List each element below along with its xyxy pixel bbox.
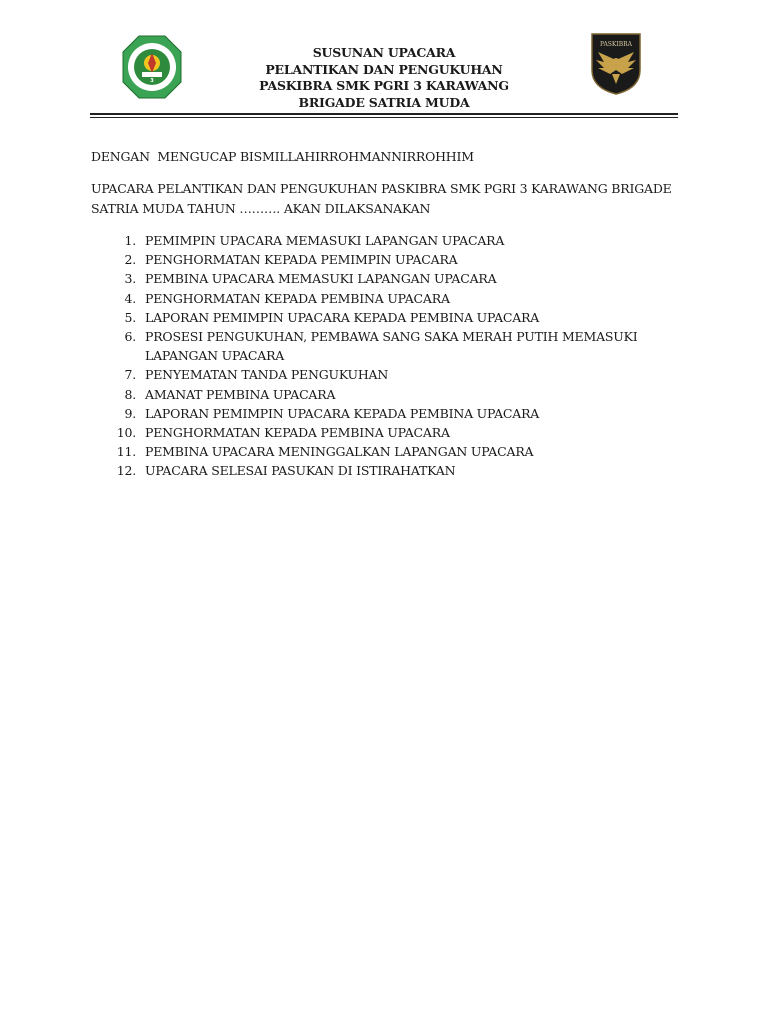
agenda-item (110, 404, 680, 423)
title-line-3: PASKIBRA SMK PGRI 3 KARAWANG (259, 78, 509, 93)
intro-paragraph: UPACARA PELANTIKAN DAN PENGUKUHAN PASKIBRA SMK PGRI 3 KARAWANG BRIGADE SATRIA MUDA TAHUN ………. AKAN DILAKSANAKAN (91, 181, 672, 216)
agenda-item-number: 8. (124, 386, 136, 402)
agenda-item (110, 365, 680, 384)
agenda-item (110, 385, 680, 404)
agenda-item-number: 1. (124, 233, 136, 248)
agenda-item-text: PEMBINA UPACARA MENINGGALKAN LAPANGAN UPACARA (145, 444, 534, 460)
agenda-item-text: AMANAT PEMBINA UPACARA (145, 386, 336, 402)
agenda-item (110, 461, 680, 480)
agenda-item (110, 442, 680, 461)
opening-line: DENGAN MENGUCAP BISMILLAHIRROHMANNIRROHHIM (91, 149, 474, 164)
header-divider-thin (90, 117, 678, 118)
agenda-item-text: LAPORAN PEMIMPIN UPACARA KEPADA PEMBINA UPACARA (145, 309, 540, 325)
agenda-item-number: 9. (124, 405, 136, 421)
title-line-1: SUSUNAN UPACARA (312, 45, 456, 60)
agenda-item-number: 6. (124, 329, 136, 345)
agenda-item (110, 423, 680, 442)
agenda-item-text: PEMBINA UPACARA MEMASUKI LAPANGAN UPACARA (145, 271, 497, 287)
agenda-item-number: 3. (124, 271, 136, 287)
agenda-item-text: LAPORAN PEMIMPIN UPACARA KEPADA PEMBINA UPACARA (145, 405, 540, 421)
agenda-item-text: UPACARA SELESAI PASUKAN DI ISTIRAHATKAN (145, 463, 456, 479)
agenda-item-number: 5. (124, 309, 136, 325)
agenda-item-number: 7. (124, 367, 136, 383)
svg-text:PASKIBRA: PASKIBRA (599, 41, 633, 48)
agenda-item (110, 269, 680, 288)
agenda-item-number: 12. (116, 463, 136, 479)
agenda-item-number: 2. (124, 252, 136, 268)
agenda-item (110, 289, 680, 308)
agenda-item-number: 4. (124, 290, 136, 306)
agenda-item-number: 11. (116, 444, 136, 460)
title-line-2: PELANTIKAN DAN PENGUKUHAN (265, 61, 503, 77)
header-divider-thick (90, 113, 678, 115)
agenda-list (110, 231, 680, 481)
agenda-item-text: PENYEMATAN TANDA PENGUKUHAN (145, 367, 389, 383)
svg-text:3: 3 (150, 78, 154, 84)
agenda-item-text: PENGHORMATAN KEPADA PEMIMPIN UPACARA (145, 252, 458, 268)
agenda-item-text: PROSESI PENGUKUHAN, PEMBAWA SANG SAKA MERAH PUTIH MEMASUKI LAPANGAN UPACARA (145, 329, 638, 364)
document-title (230, 45, 538, 111)
paskibra-eagle-emblem-icon (588, 30, 644, 96)
title-line-4: BRIGADE SATRIA MUDA (298, 94, 470, 110)
agenda-item (110, 308, 680, 327)
agenda-item (110, 250, 680, 269)
agenda-item (110, 231, 680, 250)
agenda-item-text: PEMIMPIN UPACARA MEMASUKI LAPANGAN UPACARA (145, 233, 505, 248)
agenda-item-text: PENGHORMATAN KEPADA PEMBINA UPACARA (145, 290, 450, 306)
agenda-item-text: PENGHORMATAN KEPADA PEMBINA UPACARA (145, 425, 450, 441)
agenda-item (110, 327, 680, 365)
agenda-item-number: 10. (116, 425, 136, 441)
school-emblem-icon (121, 34, 183, 100)
